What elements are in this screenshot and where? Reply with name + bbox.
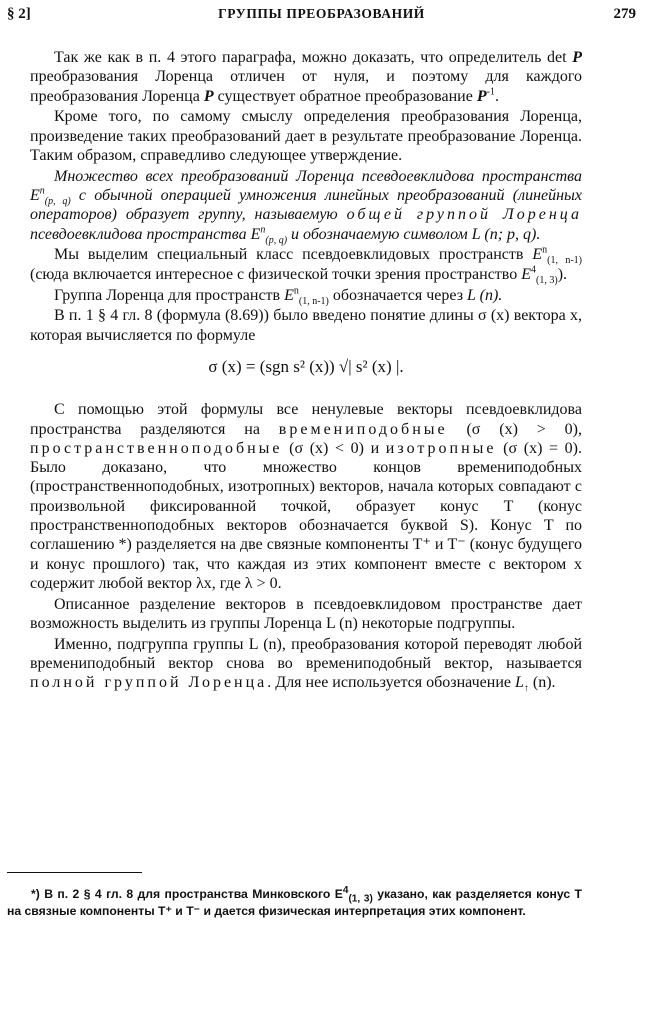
page-number: 279 bbox=[613, 6, 636, 22]
chapter-title: ГРУППЫ ПРЕОБРАЗОВАНИЙ bbox=[218, 6, 425, 21]
paragraph-product: Кроме того, по самому смыслу определения преобразования Лоренца, произведение таких преобразований дает в результате преобразование Лоренца. Таким образом, справедливо следующее утверждение. bbox=[30, 108, 582, 164]
paragraph-full-lorentz: Именно, подгруппа группы L (n), преобразования которой переводят любой времениподобный вектор снова во времениподобный вектор, называется полной группой Лоренца. Для нее используется обозначение $L_↑$ (n). bbox=[30, 635, 582, 695]
main-text bbox=[30, 48, 582, 694]
paragraph-special-class: Мы выделим специальный класс псевдоевклидовых пространств $E^n_{(1, n-1)}$ (сюда включается интересное с физической точки зрения пространство $E^4_{(1, 3)}$). bbox=[30, 245, 582, 286]
term-spacelike: пространственноподобные bbox=[30, 439, 283, 457]
paragraph-determinant: Так же как в п. 4 этого параграфа, можно доказать, что определитель det P преобразования Лоренца отличен от нуля, и поэтому для каждого преобразования Лоренца P существует обратное преобразование $P^{-1}$. bbox=[30, 49, 583, 105]
paragraph-subgroups: Описанное разделение векторов в псевдоевклидовом пространстве дает возможность выделить из группы Лоренца L (n) некоторые подгруппы. bbox=[30, 595, 582, 633]
term-full-lorentz-group: полной группой Лоренца bbox=[30, 674, 268, 692]
footnote-rule bbox=[7, 872, 142, 873]
term-general-lorentz-group: общей группой Лоренца bbox=[346, 206, 582, 224]
paragraph-lorentz-notation: Группа Лоренца для пространств $E^n_{(1, n-1)}$ обозначается через L (n). bbox=[54, 285, 503, 307]
paragraph-length: В п. 1 § 4 гл. 8 (формула (8.69)) было введено понятие длины σ (x) вектора x, которая вычисляется по формуле bbox=[30, 307, 583, 344]
theorem-statement: Множество всех преобразований Лоренца псевдоевклидова пространства $E^n_{(p, q)}$ с обычной операцией умножения линейных преобразований (линейных операторов) образует группу, называемую общей группой Лоренца псевдоевклидова пространства $E^n_{(p, q)}$ и обозначаемую символом L (n; p, q). bbox=[30, 167, 582, 246]
paragraph-cone: С помощью этой формулы все ненулевые векторы псевдоевклидова пространства разделяются на времениподобные (σ (x) > 0), пространственноподобные (σ (x) < 0) и изотропные (σ (x) = 0). Было доказано, что множество концов времениподобных (пространственноподобных, изотропных) векторов, начала которых совпадают с произвольной фиксированной точкой, образует конус T (конус пространственноподобных векторов обозначается буквой S). Конус T по соглашению *) разделяется на две связные компоненты T⁺ и T⁻ (конус будущего и конус прошлого) так, что каждая из этих компонент вместе с вектором x содержит любой вектор λx, где λ > 0. bbox=[30, 401, 582, 592]
length-formula: σ (x) = (sgn s² (x)) √| s² (x) |. bbox=[208, 356, 404, 376]
term-isotropic: изотропные bbox=[385, 439, 497, 457]
section-marker: § 2] bbox=[7, 6, 31, 22]
term-timelike: времениподобные bbox=[278, 420, 448, 438]
footnote: *) В п. 2 § 4 гл. 8 для пространства Минковского $E^4_{(1, 3)}$ указано, как разделяется конус T на связные компоненты T⁺ и T⁻ и дается физическая интерпретация этих компонент. bbox=[7, 884, 583, 918]
running-header bbox=[7, 6, 636, 26]
